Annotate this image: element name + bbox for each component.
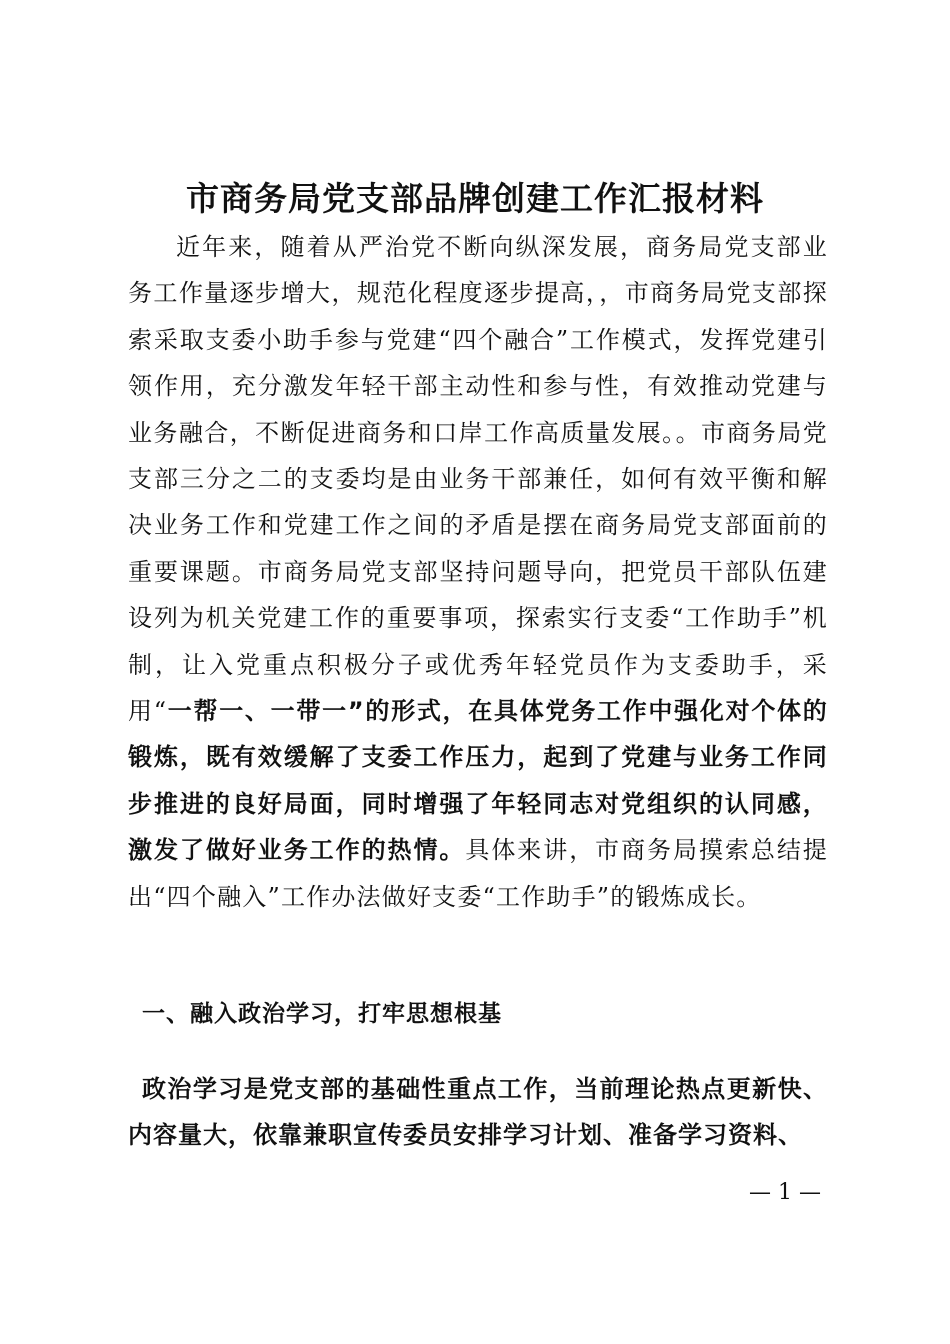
document-title: 市商务局党支部品牌创建工作汇报材料 [186,179,764,218]
intro-text: 近年来，随着从严治党不断向纵深发展，商务局党支部业务工作量逐步增大，规范化程度逐步提高，，市商务局党支部探索采取支委小助手参与党建“四个融合”工作模式，发挥党建引领作用，充分激发年轻干部主动性和参与性，有效推动党建与业务融合，不断促进商务和口岸工作高质量发展。。市商务局党支部三分之二的支委均是由业务干部兼任，如何有效平衡和解决业务工作和党建工作之间的矛盾是摆在商务局党支部面前的重要课题。市商务局党支部坚持问题导向，把党员干部队伍建设列为机关党建工作的重要事项，探索实行支委“工作助手”机制，让入党重点积极分子或优秀年轻党员作为支委助手，采用“ [128,233,828,726]
intro-paragraph [128,224,828,920]
intro-tail-text: 具体来讲，市商务局摸索总结提出“四个融入”工作办法做好支委“工作助手”的锻炼成长。 [128,836,828,911]
page-number: — 1 — [749,1180,821,1205]
section-heading: 一、融入政治学习，打牢思想根基 [142,1001,502,1027]
section-paragraph: 政治学习是党支部的基础性重点工作，当前理论热点更新快、内容量大，依靠兼职宣传委员安排学习计划、准备学习资料、 [128,1075,828,1149]
intro-bold-text: 一帮一、一带一”的形式，在具体党务工作中强化对个体的锻炼，既有效缓解了支委工作压力，起到了党建与业务工作同步推进的良好局面，同时增强了年轻同志对党组织的认同感，激发了做好业务工作的热情。 [128,697,828,865]
